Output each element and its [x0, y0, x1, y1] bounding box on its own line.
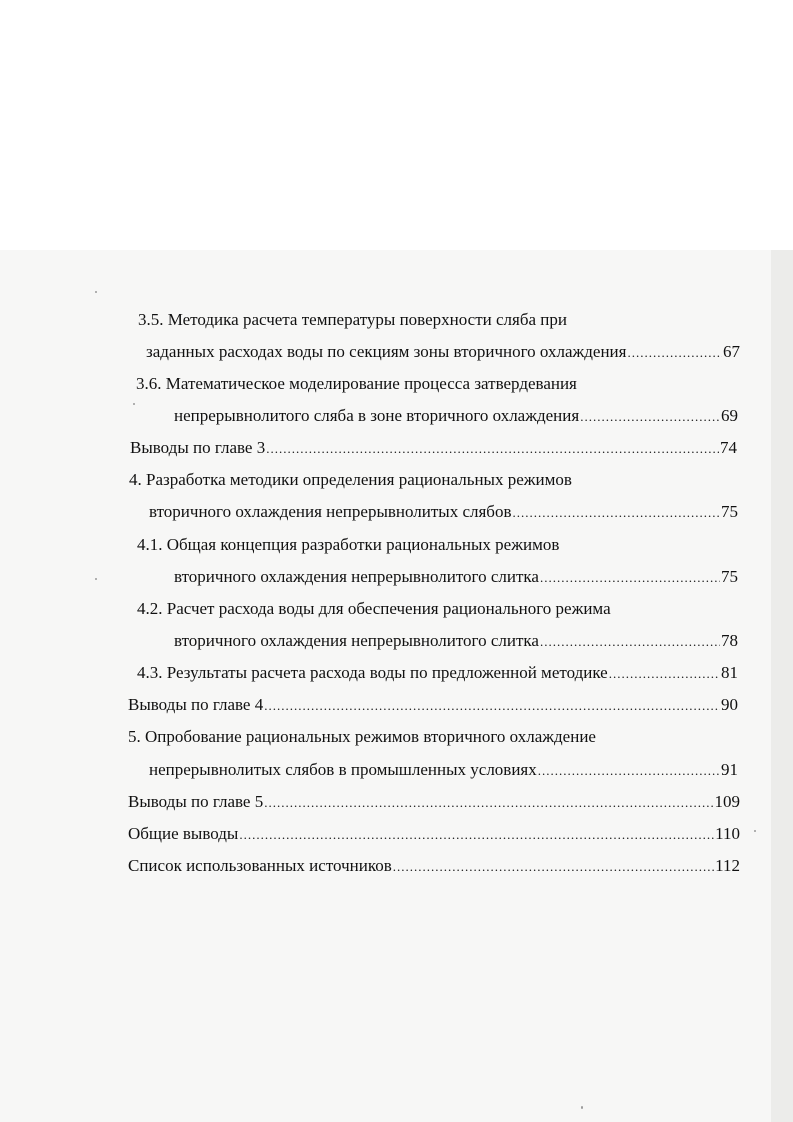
toc-entry-title: вторичного охлаждения непрерывнолитых слябов: [149, 502, 512, 521]
toc-leader-dots: [540, 567, 720, 589]
toc-leader-dots: [266, 438, 719, 460]
toc-page-number: 81: [721, 663, 738, 682]
toc-entry-title: 4.2. Расчет расхода воды для обеспечения рационального режима: [137, 599, 611, 618]
toc-entry: [149, 501, 738, 524]
toc-entry-title: Общие выводы: [128, 824, 239, 843]
toc-entry: [174, 405, 738, 428]
toc-entry-title: 4.3. Результаты расчета расхода воды по предложенной методике: [137, 663, 608, 682]
toc-page-number: 90: [721, 695, 738, 714]
toc-entry: [128, 855, 740, 878]
toc-page-number: 74: [720, 438, 737, 457]
toc-entry-title: Список использованных источников: [128, 856, 392, 875]
toc-entry: [137, 534, 559, 556]
toc-entry-title: Выводы по главе 4: [128, 695, 264, 714]
toc-page-number: 75: [721, 567, 738, 586]
scan-speck: [95, 291, 97, 293]
toc-page-number: 109: [714, 792, 740, 811]
toc-leader-dots: [512, 502, 720, 524]
toc-leader-dots: [264, 695, 720, 717]
toc-entry-title: вторичного охлаждения непрерывнолитого слитка: [174, 567, 539, 586]
toc-entry: [174, 566, 738, 589]
scan-speck: [581, 1106, 583, 1109]
toc-entry-title: непрерывнолитых слябов в промышленных условиях: [149, 760, 537, 779]
scan-speck: [133, 403, 135, 405]
scan-edge-shadow: [771, 250, 793, 1122]
toc-leader-dots: [538, 760, 720, 782]
toc-page-number: 67: [723, 342, 740, 361]
toc-entry-title: Выводы по главе 3: [130, 438, 266, 457]
toc-entry: [128, 823, 740, 846]
toc-entry-title: 4. Разработка методики определения рациональных режимов: [129, 470, 572, 489]
toc-entry: [130, 437, 737, 460]
toc-entry: [129, 469, 572, 491]
toc-entry: [128, 791, 740, 814]
scan-speck: [754, 830, 756, 832]
toc-page-number: 69: [721, 406, 738, 425]
toc-entry: [149, 759, 738, 782]
toc-entry-title: 3.5. Методика расчета температуры поверхности слябa при: [138, 310, 567, 329]
toc-entry: [137, 662, 738, 685]
toc-entry: [146, 341, 740, 364]
toc-page-number: 110: [715, 824, 740, 843]
toc-entry: [128, 694, 738, 717]
toc-entry-title: 5. Опробование рациональных режимов вторичного охлаждение: [128, 727, 596, 746]
toc-entry: [128, 726, 596, 748]
toc-entry: [136, 373, 577, 395]
toc-page-number: 78: [721, 631, 738, 650]
toc-leader-dots: [540, 631, 720, 653]
toc-leader-dots: [580, 406, 720, 428]
toc-entry-title: 3.6. Математическое моделирование процесса затвердевания: [136, 374, 577, 393]
toc-leader-dots: [264, 792, 713, 814]
toc-entry: [138, 309, 567, 331]
toc-leader-dots: [393, 856, 714, 878]
toc-leader-dots: [239, 824, 714, 846]
toc-entry-title: заданных расходах воды по секциям зоны вторичного охлаждения: [146, 342, 627, 361]
toc-page-number: 112: [715, 856, 740, 875]
toc-leader-dots: [609, 663, 720, 685]
toc-entry: [174, 630, 738, 653]
toc-page-number: 75: [721, 502, 738, 521]
toc-entry-title: Выводы по главе 5: [128, 792, 264, 811]
toc-entry: [137, 598, 611, 620]
toc-entry-title: вторичного охлаждения непрерывнолитого слитка: [174, 631, 539, 650]
scan-speck: [95, 578, 97, 580]
toc-page-number: 91: [721, 760, 738, 779]
toc-leader-dots: [627, 342, 722, 364]
toc-entry-title: непрерывнолитого сляба в зоне вторичного охлаждения: [174, 406, 580, 425]
toc-entry-title: 4.1. Общая концепция разработки рациональных режимов: [137, 535, 560, 554]
